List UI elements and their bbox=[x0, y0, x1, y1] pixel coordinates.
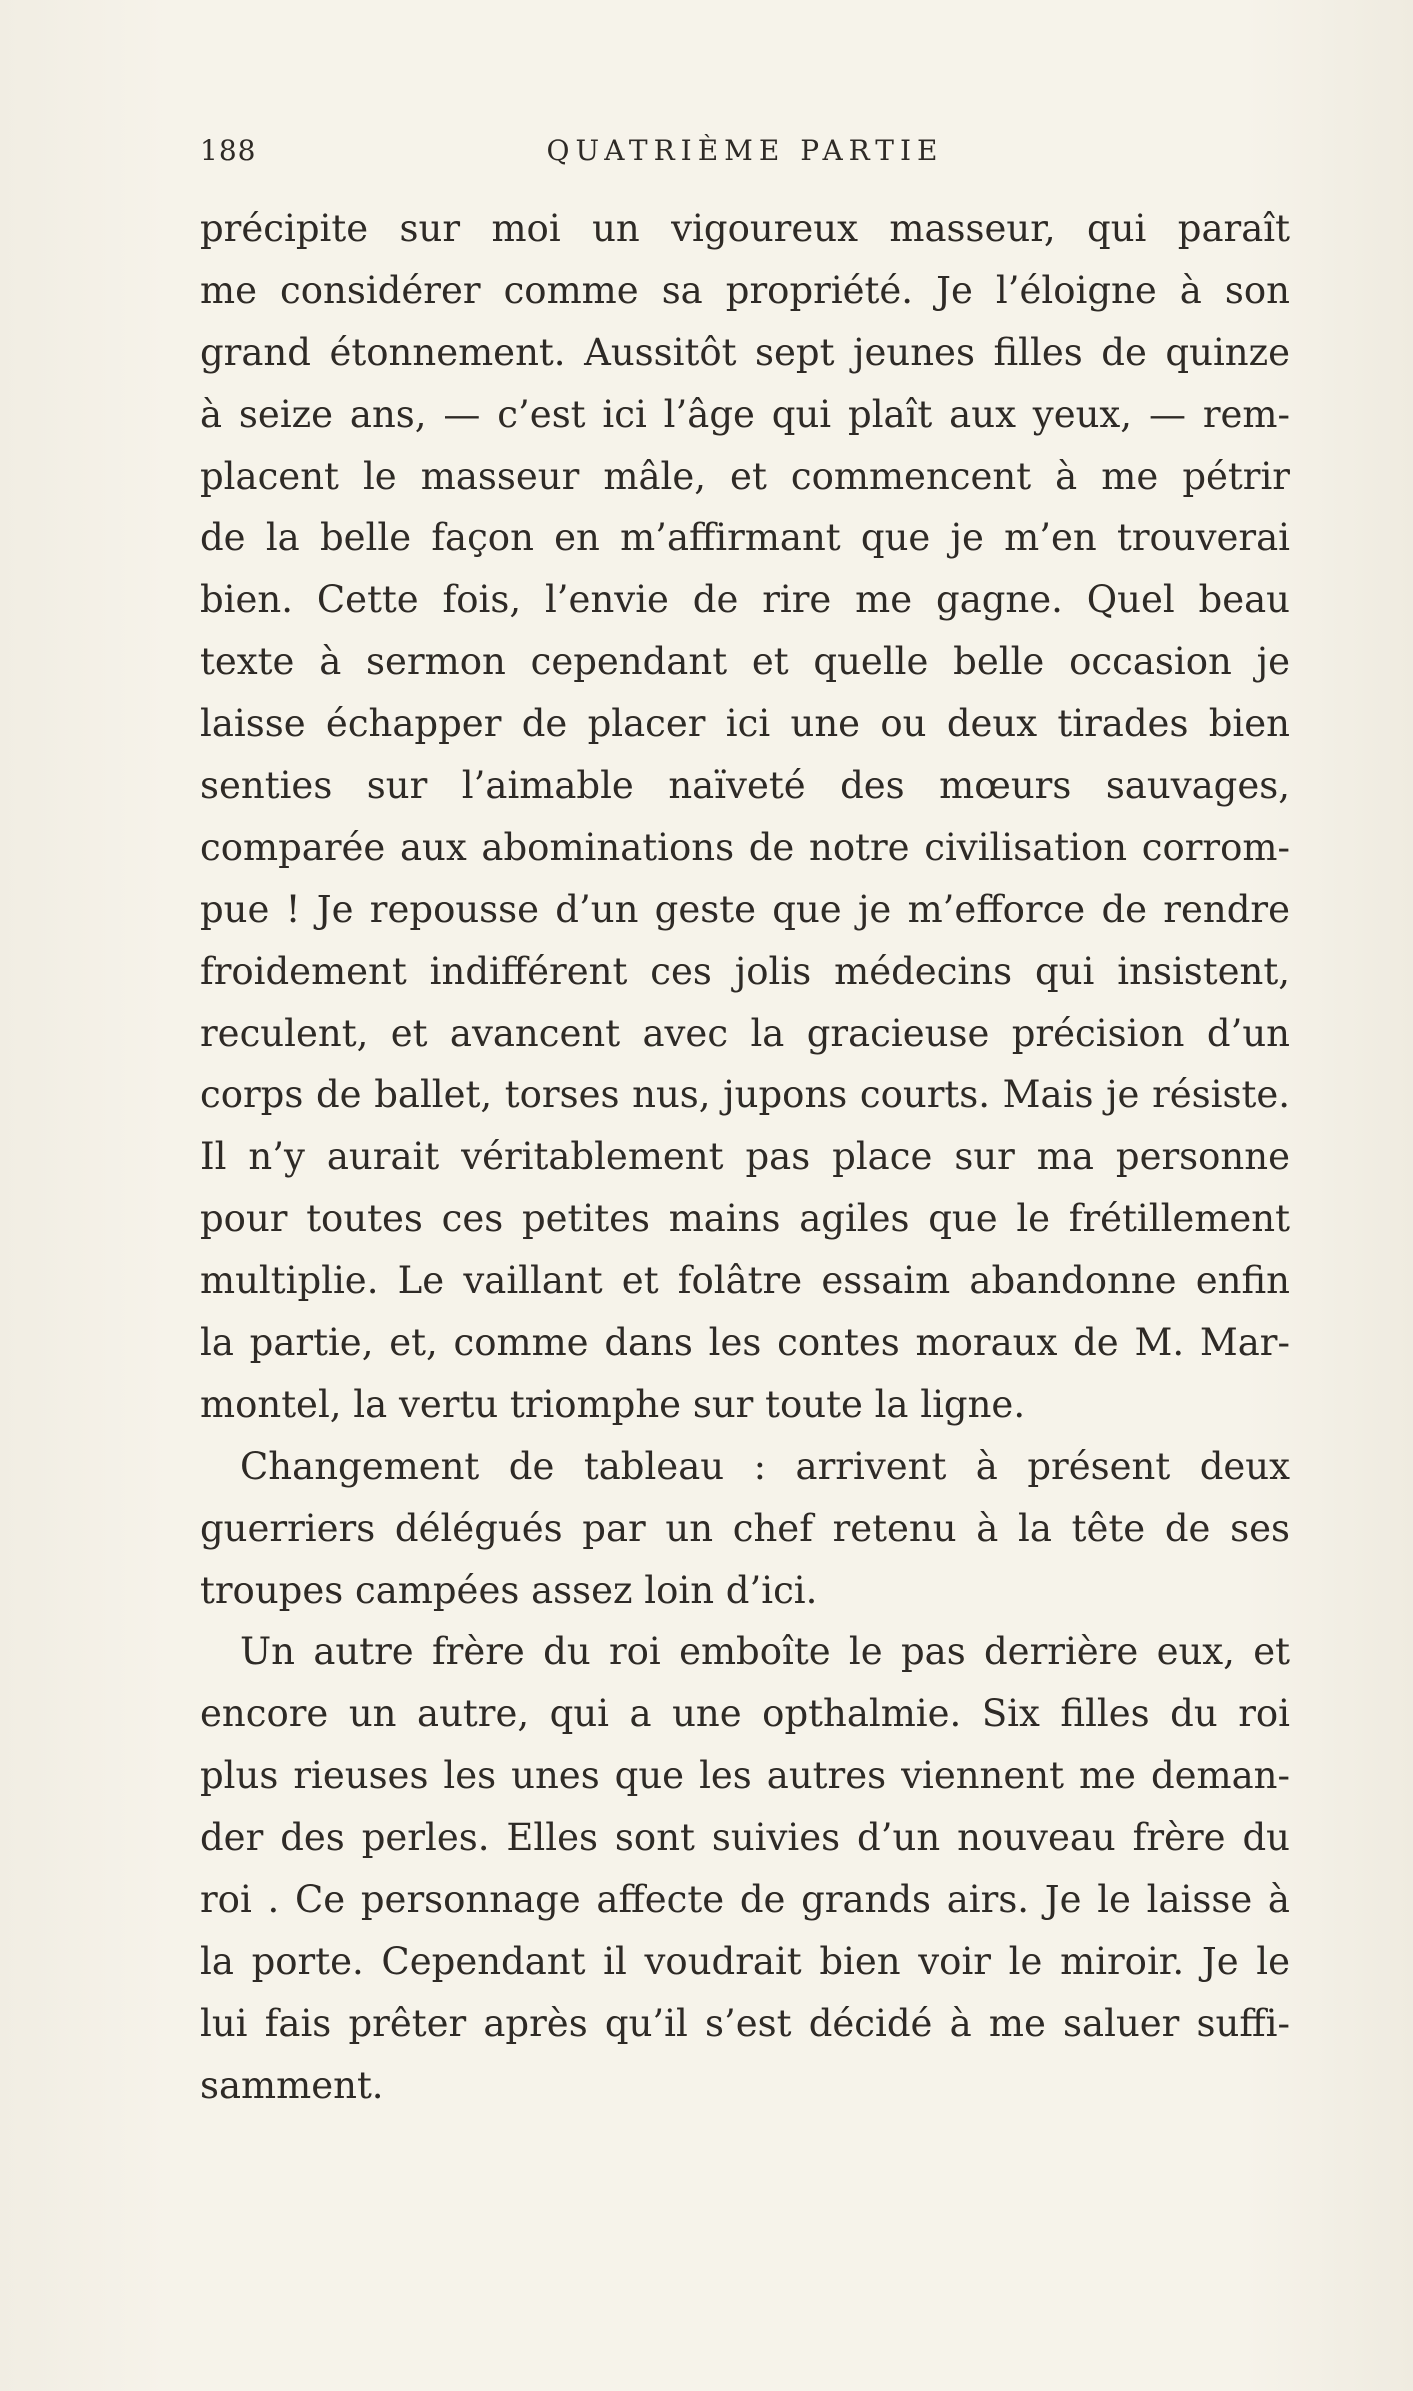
text-line: montel, la vertu triomphe sur toute la ligne. bbox=[200, 1382, 1026, 1426]
text-line: la partie, et, comme dans les contes moraux de M. Mar- bbox=[200, 1321, 1290, 1365]
paragraph-2 bbox=[200, 1436, 1290, 1622]
text-line: corps de ballet, torses nus, jupons courts. Mais je résiste. bbox=[200, 1073, 1290, 1117]
text-line: froidement indifférent ces jolis médecins qui insistent, bbox=[200, 949, 1290, 993]
text-line: me considérer comme sa propriété. Je l’éloigne à son bbox=[200, 268, 1290, 312]
text-line: texte à sermon cependant et quelle belle occasion je bbox=[200, 640, 1290, 684]
text-line: bien. Cette fois, l’envie de rire me gagne. Quel beau bbox=[200, 578, 1290, 622]
text-line: pue ! Je repousse d’un geste que je m’efforce de rendre bbox=[200, 887, 1290, 931]
text-line: lui fais prêter après qu’il s’est décidé à me saluer suffi- bbox=[200, 2001, 1290, 2045]
text-line: Changement de tableau : arrivent à présent deux bbox=[240, 1444, 1290, 1488]
page-header bbox=[200, 130, 1290, 180]
text-line: Il n’y aurait véritablement pas place sur ma personne bbox=[200, 1135, 1290, 1179]
text-line: troupes campées assez loin d’ici. bbox=[200, 1568, 818, 1612]
body-text bbox=[200, 198, 1290, 2117]
text-line: la porte. Cependant il voudrait bien voir le miroir. Je le bbox=[200, 1939, 1290, 1983]
text-line: de la belle façon en m’affirmant que je m’en trouverai bbox=[200, 516, 1290, 560]
text-line: précipite sur moi un vigoureux masseur, qui paraît bbox=[200, 207, 1290, 250]
text-line: der des perles. Elles sont suivies d’un nouveau frère du bbox=[200, 1816, 1290, 1860]
text-line: Un autre frère du roi emboîte le pas derrière eux, et bbox=[240, 1630, 1290, 1674]
page-number: 188 bbox=[200, 134, 257, 167]
text-line: plus rieuses les unes que les autres viennent me deman- bbox=[200, 1754, 1290, 1798]
paragraph-1 bbox=[200, 198, 1290, 1436]
text-line: pour toutes ces petites mains agiles que le frétillement bbox=[200, 1197, 1290, 1241]
text-line: placent le masseur mâle, et commencent à me pétrir bbox=[200, 454, 1290, 498]
text-line: comparée aux abominations de notre civilisation corrom- bbox=[200, 825, 1290, 869]
text-line: guerriers délégués par un chef retenu à la tête de ses bbox=[200, 1506, 1290, 1550]
text-line: grand étonnement. Aussitôt sept jeunes filles de quinze bbox=[200, 330, 1290, 374]
text-line: laisse échapper de placer ici une ou deux tirades bien bbox=[200, 702, 1290, 746]
text-line: senties sur l’aimable naïveté des mœurs sauvages, bbox=[200, 764, 1290, 808]
text-line: samment. bbox=[200, 2063, 384, 2107]
text-line: à seize ans, — c’est ici l’âge qui plaît aux yeux, — rem- bbox=[200, 392, 1290, 436]
running-title: QUATRIÈME PARTIE bbox=[546, 134, 944, 167]
text-line: roi . Ce personnage affecte de grands airs. Je le laisse à bbox=[200, 1878, 1290, 1922]
text-line: multiplie. Le vaillant et folâtre essaim abandonne enfin bbox=[200, 1259, 1290, 1303]
text-line: encore un autre, qui a une opthalmie. Six filles du roi bbox=[200, 1692, 1290, 1736]
paragraph-3 bbox=[200, 1621, 1290, 2116]
text-line: reculent, et avancent avec la gracieuse précision d’un bbox=[200, 1011, 1290, 1055]
